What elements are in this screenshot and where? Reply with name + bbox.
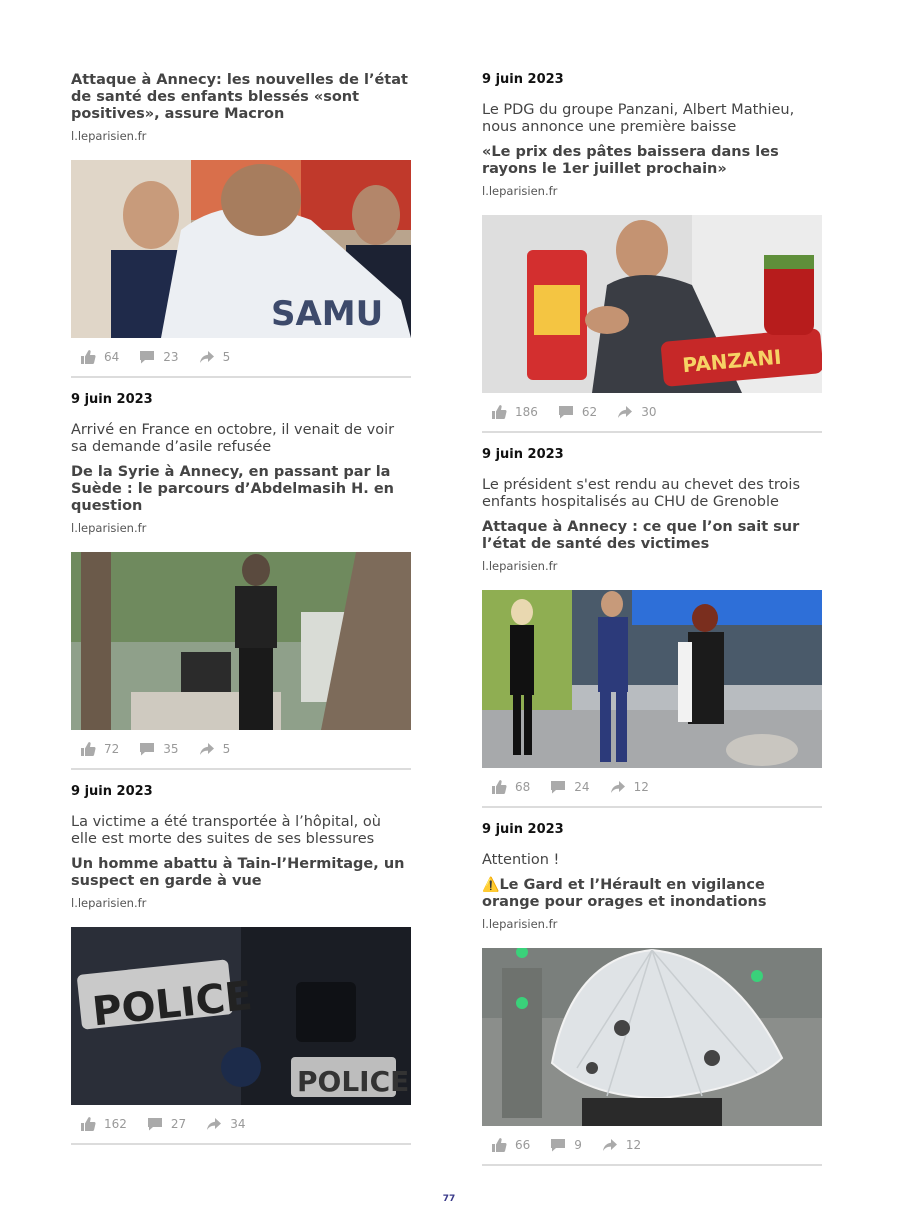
comment-icon	[558, 404, 574, 420]
post-photo-chu-grenoble[interactable]	[482, 590, 822, 768]
reactions-bar	[482, 768, 822, 808]
post-date: 9 juin 2023	[482, 72, 564, 87]
comment-icon	[550, 1137, 566, 1153]
comment-count: 9	[574, 1138, 582, 1152]
like-count: 162	[104, 1117, 127, 1131]
post-title[interactable]: «Le prix des pâtes baissera dans les rayons le 1er juillet prochain»	[482, 144, 779, 177]
share-button[interactable]	[602, 1137, 641, 1153]
post-photo-umbrella[interactable]	[482, 948, 822, 1126]
right-column	[482, 72, 822, 1180]
reactions-bar	[71, 730, 411, 770]
comment-button[interactable]	[147, 1116, 186, 1132]
like-count: 186	[515, 405, 538, 419]
comment-icon	[139, 741, 155, 757]
comment-count: 62	[581, 405, 598, 419]
photo-illustration	[482, 215, 822, 393]
like-button[interactable]	[80, 1116, 127, 1132]
like-count: 68	[515, 780, 531, 794]
post-title[interactable]	[482, 877, 822, 911]
share-count: 30	[641, 405, 657, 419]
comment-button[interactable]	[550, 1137, 582, 1153]
share-button[interactable]	[199, 741, 231, 757]
like-count: 72	[104, 742, 120, 756]
photo-police-text-2: POLICE	[297, 1065, 410, 1098]
share-button[interactable]	[617, 404, 656, 420]
thumbs-up-icon	[80, 1116, 96, 1132]
thumbs-up-icon	[491, 404, 507, 420]
share-button[interactable]	[206, 1116, 245, 1132]
photo-illustration	[482, 948, 822, 1126]
photo-illustration	[71, 552, 411, 730]
page-number: 77	[442, 1194, 456, 1204]
photo-panzani-text: PANZANI	[681, 344, 783, 378]
share-icon	[602, 1137, 618, 1153]
post-lead: Attention !	[482, 852, 560, 868]
comment-count: 35	[163, 742, 179, 756]
like-button[interactable]	[80, 741, 119, 757]
comment-button[interactable]	[550, 779, 589, 795]
share-icon	[617, 404, 633, 420]
thumbs-up-icon	[491, 1137, 507, 1153]
share-icon	[206, 1116, 222, 1132]
post-date: 9 juin 2023	[482, 822, 564, 837]
post-title[interactable]: Attaque à Annecy : ce que l’on sait sur l’état de santé des victimes	[482, 519, 800, 552]
share-count: 12	[625, 1138, 642, 1152]
news-post	[71, 784, 411, 1145]
post-title[interactable]: Un homme abattu à Tain-l’Hermitage, un suspect en garde à vue	[71, 856, 405, 889]
thumbs-up-icon	[491, 779, 507, 795]
news-post	[71, 72, 411, 378]
like-button[interactable]	[491, 779, 530, 795]
news-post	[71, 392, 411, 770]
post-lead: Le président s'est rendu au chevet des trois enfants hospitalisés au CHU de Grenoble	[482, 477, 801, 510]
post-date: 9 juin 2023	[71, 784, 153, 799]
post-source[interactable]: l.leparisien.fr	[71, 129, 147, 143]
post-photo-macron-samu[interactable]	[71, 160, 411, 338]
like-count: 66	[515, 1138, 531, 1152]
comment-icon	[550, 779, 566, 795]
post-lead: Arrivé en France en octobre, il venait de voir sa demande d’asile refusée	[71, 422, 395, 455]
share-icon	[199, 741, 215, 757]
comment-count: 24	[574, 780, 590, 794]
photo-samu-text: SAMU	[271, 294, 384, 334]
comment-count: 27	[170, 1117, 187, 1131]
post-photo-suspect[interactable]	[71, 552, 411, 730]
thumbs-up-icon	[80, 741, 96, 757]
share-count: 34	[230, 1117, 246, 1131]
post-lead: Le PDG du groupe Panzani, Albert Mathieu, nous annonce une première baisse	[482, 102, 795, 135]
post-source[interactable]: l.leparisien.fr	[71, 521, 147, 535]
post-source[interactable]: l.leparisien.fr	[71, 896, 147, 910]
photo-illustration	[71, 927, 411, 1105]
news-post	[482, 72, 822, 433]
comment-count: 23	[163, 350, 179, 364]
comment-icon	[139, 349, 155, 365]
post-source[interactable]: l.leparisien.fr	[482, 917, 558, 931]
share-icon	[610, 779, 626, 795]
photo-illustration	[71, 160, 411, 338]
post-photo-panzani[interactable]	[482, 215, 822, 393]
post-date: 9 juin 2023	[71, 392, 153, 407]
comment-button[interactable]	[139, 741, 178, 757]
reactions-bar	[482, 393, 822, 433]
reactions-bar	[71, 338, 411, 378]
like-count: 64	[104, 350, 120, 364]
post-title[interactable]: De la Syrie à Annecy, en passant par la Suède : le parcours d’Abdelmasih H. en question	[71, 464, 394, 514]
share-button[interactable]	[610, 779, 649, 795]
share-button[interactable]	[199, 349, 231, 365]
post-date: 9 juin 2023	[482, 447, 564, 462]
like-button[interactable]	[491, 404, 538, 420]
share-count: 5	[222, 742, 231, 756]
left-column	[71, 72, 411, 1159]
share-count: 5	[222, 350, 231, 364]
like-button[interactable]	[491, 1137, 530, 1153]
comment-button[interactable]	[558, 404, 597, 420]
post-source[interactable]: l.leparisien.fr	[482, 559, 558, 573]
post-photo-police[interactable]	[71, 927, 411, 1105]
comment-button[interactable]	[139, 349, 178, 365]
comment-icon	[147, 1116, 163, 1132]
share-count: 12	[633, 780, 649, 794]
news-post	[482, 822, 822, 1166]
thumbs-up-icon	[80, 349, 96, 365]
share-icon	[199, 349, 215, 365]
news-post	[482, 447, 822, 808]
post-lead: La victime a été transportée à l’hôpital, où elle est morte des suites de ses blessures	[71, 814, 381, 847]
warning-icon: ⚠️	[482, 877, 500, 893]
photo-illustration	[482, 590, 822, 768]
reactions-bar	[482, 1126, 822, 1166]
photo-police-text: POLICE	[90, 972, 255, 1036]
post-title-text: Le Gard et l’Hérault en vigilance orange pour orages et inondations	[482, 877, 767, 910]
post-source[interactable]: l.leparisien.fr	[482, 184, 558, 198]
like-button[interactable]	[80, 349, 119, 365]
post-title[interactable]: Attaque à Annecy: les nouvelles de l’état de santé des enfants blessés «sont positives», assure Macron	[71, 72, 408, 122]
reactions-bar	[71, 1105, 411, 1145]
